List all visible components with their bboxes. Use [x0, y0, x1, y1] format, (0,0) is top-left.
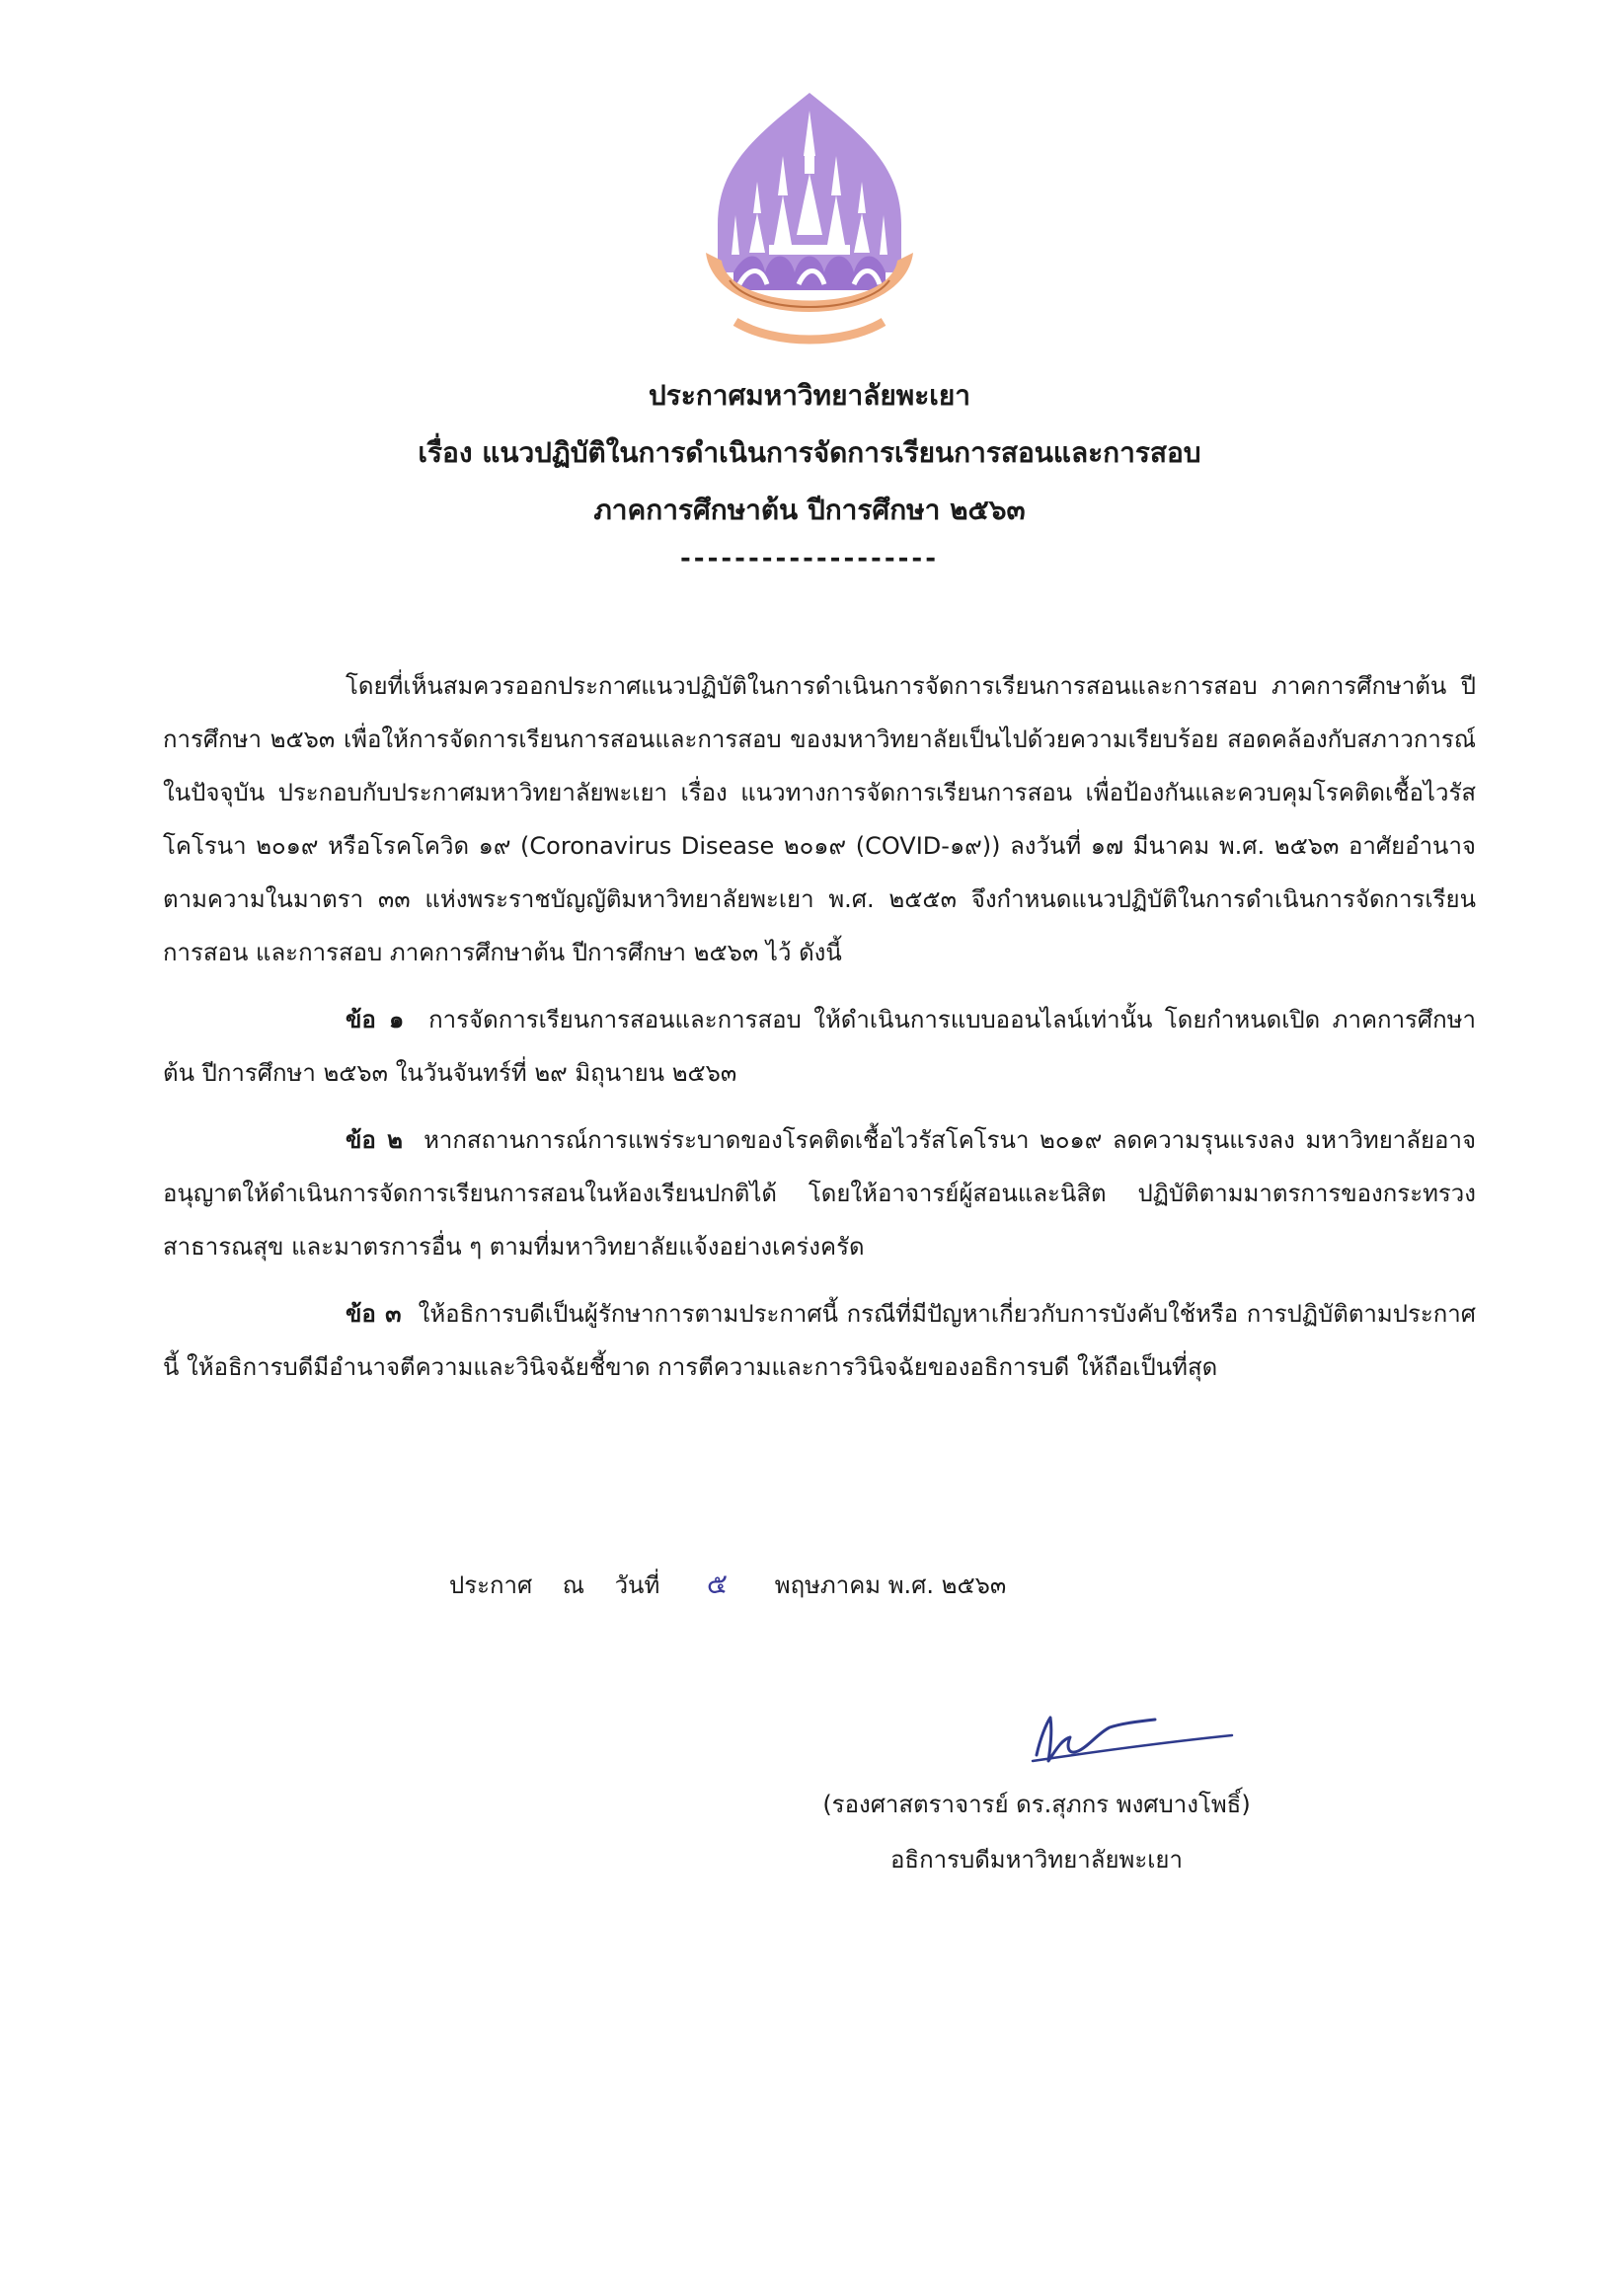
clause-2-label: ข้อ ๒: [346, 1126, 403, 1154]
signatory-block: [750, 1777, 1323, 1887]
signatory-position: อธิการบดีมหาวิทยาลัยพะเยา: [890, 1846, 1183, 1874]
announcement-date: [449, 1560, 1338, 1610]
announcement-header: [0, 367, 1619, 578]
intro-paragraph: โดยที่เห็นสมควรออกประกาศแนวปฏิบัติในการดำเนินการจัดการเรียนการสอนและการสอบ ภาคการศึกษาต้น ปีการศึกษา ๒๕๖๓ เพื่อให้การจัดการเรียนการสอนและการสอบ ของมหาวิทยาลัยเป็นไปด้วยความเรียบร้อย สอดคล้องกับสภาวการณ์ในปัจจุบัน ประกอบกับประกาศมหาวิทยาลัยพะเยา เรื่อง แนวทางการจัดการเรียนการสอน เพื่อป้องกันและควบคุมโรคติดเชื้อไวรัสโคโรนา ๒๐๑๙ หรือโรคโควิด ๑๙ (Coronavirus Disease ๒๐๑๙ (COVID-๑๙)) ลงวันที่ ๑๗ มีนาคม พ.ศ. ๒๕๖๓ อาศัยอำนาจตามความในมาตรา ๓๓ แห่งพระราชบัญญัติมหาวิทยาลัยพะเยา พ.ศ. ๒๕๕๓ จึงกำหนดแนวปฏิบัติในการดำเนินการจัดการเรียนการสอน และการสอบ ภาคการศึกษาต้น ปีการศึกษา ๒๕๖๓ ไว้ ดังนี้: [163, 672, 1476, 966]
date-month-year: พฤษภาคม พ.ศ. ๒๕๖๓: [774, 1571, 1007, 1599]
clause-3-text: ให้อธิการบดีเป็นผู้รักษาการตามประกาศนี้ กรณีที่มีปัญหาเกี่ยวกับการบังคับใช้หรือ การปฏิบัติตามประกาศนี้ ให้อธิการบดีมีอำนาจตีความและวินิจฉัยชี้ขาด การตีความและการวินิจฉัยของอธิการบดี ให้ถือเป็นที่สุด: [163, 1300, 1476, 1381]
clause-2-text: หากสถานการณ์การแพร่ระบาดของโรคติดเชื้อไวรัสโคโรนา ๒๐๑๙ ลดความรุนแรงลง มหาวิทยาลัยอาจอนุญาตให้ดำเนินการจัดการเรียนการสอนในห้องเรียนปกติได้ โดยให้อาจารย์ผู้สอนและนิสิต ปฏิบัติตามมาตรการของกระทรวงสาธารณสุข และมาตรการอื่น ๆ ตามที่มหาวิทยาลัยแจ้งอย่างเคร่งครัด: [163, 1126, 1477, 1261]
date-day-label: วันที่: [614, 1571, 660, 1599]
announcement-body: [163, 659, 1476, 1394]
signatory-name: (รองศาสตราจารย์ ดร.สุภกร พงศบางโพธิ์): [822, 1791, 1251, 1818]
clause-3-label: ข้อ ๓: [346, 1300, 402, 1328]
clause-2: [163, 1113, 1476, 1273]
clause-1: [163, 993, 1476, 1100]
date-prefix: ประกาศ: [449, 1571, 533, 1599]
header-divider: -------------------: [679, 544, 940, 574]
announcement-subject: เรื่อง แนวปฏิบัติในการดำเนินการจัดการเรียนการสอนและการสอบ: [418, 436, 1201, 469]
announcement-semester: ภาคการศึกษาต้น ปีการศึกษา ๒๕๖๓: [593, 494, 1026, 526]
date-day: ๕: [706, 1568, 729, 1600]
clause-1-label: ข้อ ๑: [346, 1006, 405, 1033]
signature-image: [1027, 1698, 1239, 1787]
announcement-title: ประกาศมหาวิทยาลัยพะเยา: [648, 379, 970, 412]
clause-3: [163, 1287, 1476, 1394]
clause-1-text: การจัดการเรียนการสอนและการสอบ ให้ดำเนินการแบบออนไลน์เท่านั้น โดยกำหนดเปิด ภาคการศึกษาต้น ปีการศึกษา ๒๕๖๓ ในวันจันทร์ที่ ๒๙ มิถุนายน ๒๕๖๓: [163, 1006, 1476, 1087]
university-seal-icon: [696, 87, 923, 353]
date-at: ณ: [562, 1571, 585, 1599]
